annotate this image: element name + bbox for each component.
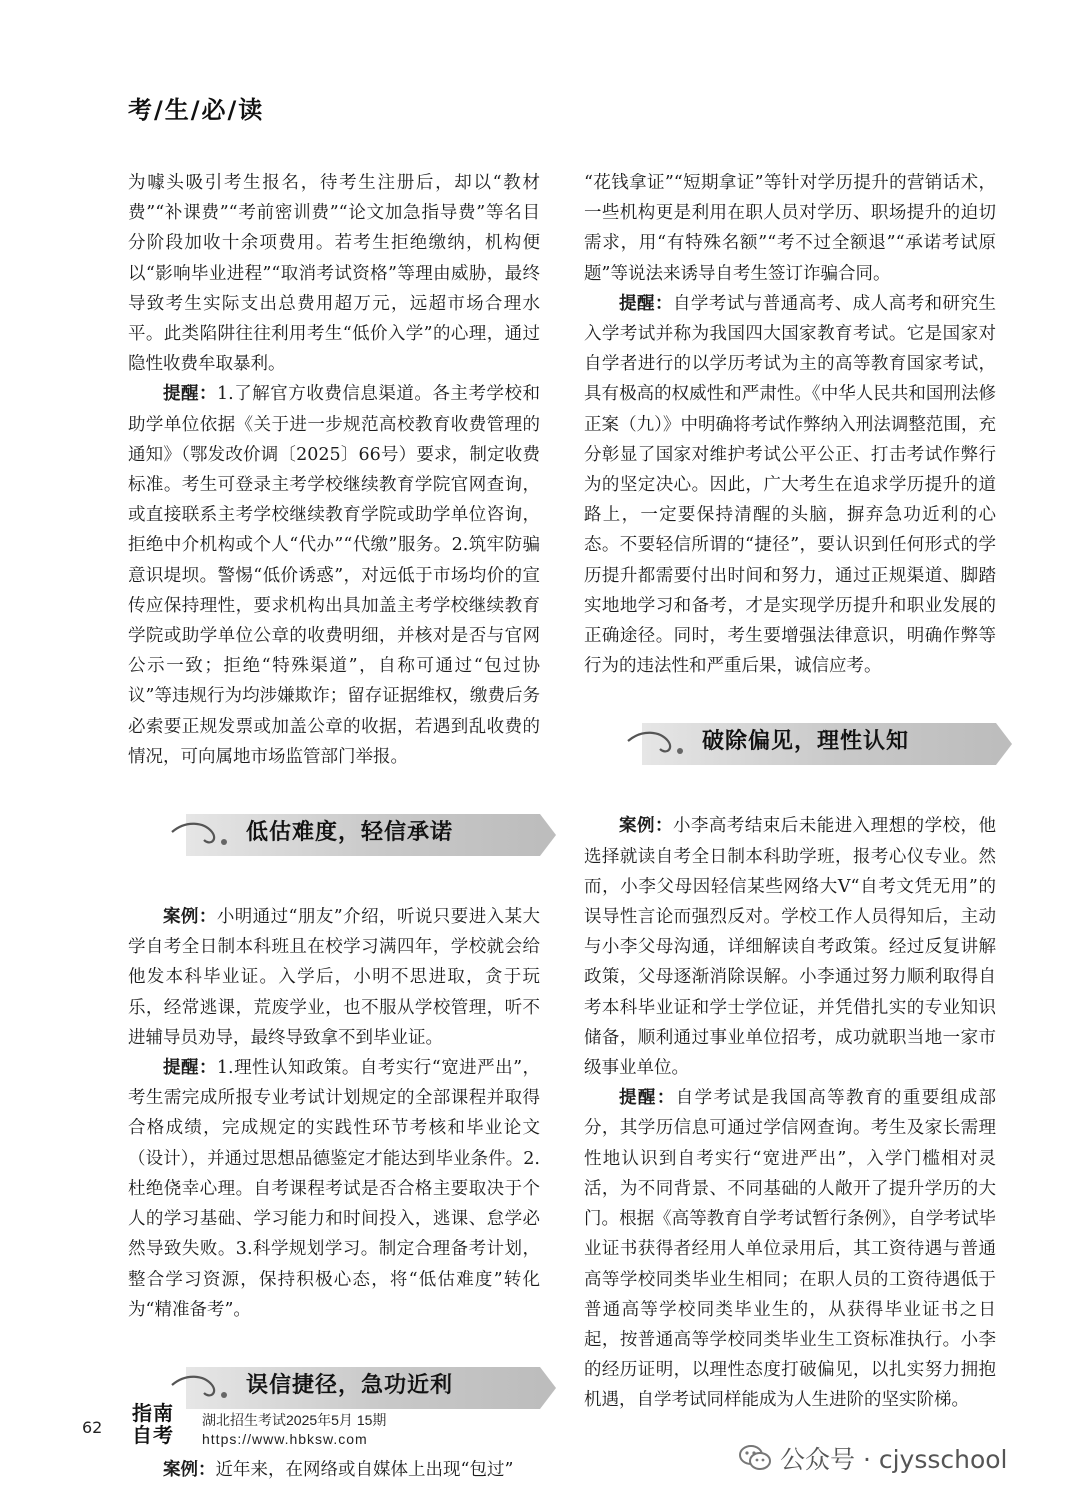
tip-label: 提醒： xyxy=(163,384,218,405)
swirl-icon xyxy=(168,1365,248,1411)
paragraph xyxy=(128,1053,540,1325)
magazine-logo: 指南自考 xyxy=(132,1401,174,1447)
tip-label: 提醒： xyxy=(619,293,673,314)
swirl-icon xyxy=(624,721,704,767)
tip-text: 1.理性认知政策。自考实行“宽进严出”，考生需完成所报专业考试计划规定的全部课程并取得合格成绩，完成规定的实践性环节考核和毕业论文（设计），并通过思想品德鉴定才能达到毕业条件。2.杜绝侥幸心理。自考课程考试是否合格主要取决于个人的学习基础、学习能力和时间投入，逃课、怠学必然导致失败。3.科学规划学习。制定合理备考计划，整合学习资源，保持积极心态，将“低估难度”转化为“精准备考”。 xyxy=(128,1058,541,1320)
tip-text: 自学考试是我国高等教育的重要组成部分，其学历信息可通过学信网查询。考生及家长需理性地认识到自考实行“宽进严出”，入学门槛相对灵活，为不同背景、不同基础的人敞开了提升学历的大门。根据《高等教育自学考试暂行条例》，自学考试毕业证书获得者经用人单位录用后，其工资待遇与普通高等学校同类毕业生相同；在职人员的工资待遇低于普通高等学校同类毕业生的，从获得毕业证书之日起，按普通高等学校同类毕业生工资标准执行。小李的经历证明，以理性态度打破偏见，以扎实努力拥抱机遇，自学考试同样能成为人生进阶的坚实阶梯。 xyxy=(584,1088,997,1411)
section-banner xyxy=(584,723,996,765)
section-banner xyxy=(128,814,540,856)
magazine-url[interactable]: https://www.hbksw.com xyxy=(202,1431,368,1447)
watermark xyxy=(738,1440,1008,1476)
tip-label: 提醒： xyxy=(619,1088,676,1109)
wechat-icon xyxy=(738,1443,772,1473)
paragraph xyxy=(584,1083,996,1415)
case-label: 案例： xyxy=(619,816,673,837)
right-column xyxy=(584,168,996,1416)
tip-label: 提醒： xyxy=(163,1058,217,1079)
left-column xyxy=(128,168,540,1485)
case-label: 案例： xyxy=(163,907,217,928)
paragraph: 为噱头吸引考生报名，待考生注册后，却以“教材费”“补课费”“考前密训费”“论文加急指导费”等名目分阶段加收十余项费用。若考生拒绝缴纳，机构便以“影响毕业进程”“取消考试资格”等理由威胁，最终导致考生实际支出总费用超万元，远超市场合理水平。此类陷阱往往利用考生“低价入学”的心理，通过隐性收费牟取暴利。 xyxy=(128,173,540,375)
banner-title: 低估难度，轻信承诺 xyxy=(246,820,454,846)
watermark-text: 公众号 · cjysschool xyxy=(780,1445,1008,1474)
case-text: 近年来，在网络或自媒体上出现“包过” xyxy=(215,1459,514,1480)
paragraph: “花钱拿证”“短期拿证”等针对学历提升的营销话术，一些机构更是利用在职人员对学历、职场提升的迫切需求，用“有特殊名额”“考不过全额退”“承诺考试原题”等说法来诱导自考生签订诈骗合同。 xyxy=(584,173,996,284)
paragraph xyxy=(128,1455,540,1485)
banner-title: 破除偏见，理性认知 xyxy=(702,729,910,755)
swirl-icon xyxy=(168,812,248,858)
banner-title: 误信捷径，急功近利 xyxy=(246,1372,454,1398)
paragraph xyxy=(584,289,996,682)
paragraph xyxy=(128,379,540,772)
paragraph xyxy=(584,811,996,1083)
case-text: 小明通过“朋友”介绍，听说只要进入某大学自考全日制本科班且在校学习满四年，学校就会给他发本科毕业证。入学后，小明不思进取，贪于玩乐，经常逃课，荒废学业，也不服从学校管理，听不进辅导员劝导，最终导致拿不到毕业证。 xyxy=(128,907,540,1048)
case-text: 小李高考结束后未能进入理想的学校，他选择就读自考全日制本科助学班，报考心仪专业。然而，小李父母因轻信某些网络大V“自考文凭无用”的误导性言论而强烈反对。学校工作人员得知后，主动与小李父母沟通，详细解读自考政策。经过反复讲解政策，父母逐渐消除误解。小李通过努力顺利取得自考本科毕业证和学士学位证，并凭借扎实的专业知识储备，顺利通过事业单位招考，成功就职当地一家市级事业单位。 xyxy=(584,816,997,1079)
page-number: 62 xyxy=(82,1418,103,1437)
tip-text: 自学考试与普通高考、成人高考和研究生入学考试并称为我国四大国家教育考试。它是国家对自学者进行的以学历考试为主的高等教育国家考试，具有极高的权威性和严肃性。《中华人民共和国刑法修正案（九）》中明确将考试作弊纳入刑法调整范围，充分彰显了国家对维护考试公平公正、打击考试作弊行为的坚定决心。因此，广大考生在追求学历提升的道路上，一定要保持清醒的头脑，摒弃急功近利的心态。不要轻信所谓的“捷径”，要认识到任何形式的学历提升都需要付出时间和努力，通过正规渠道、脚踏实地地学习和备考，才是实现学历提升和职业发展的正确途径。同时，考生要增强法律意识，明确作弊等行为的违法性和严重后果，诚信应考。 xyxy=(584,293,997,677)
section-banner xyxy=(128,1367,540,1409)
tip-text: 1.了解官方收费信息渠道。各主考学校和助学单位依据《关于进一步规范高校教育收费管理的通知》（鄂发改价调〔2025〕66号）要求，制定收费标准。考生可登录主考学校继续教育学院官网查询，或直接联系主考学校继续教育学院或助学单位咨询，拒绝中介机构或个人“代办”“代缴”服务。2.筑牢防骗意识堤坝。警惕“低价诱惑”，对远低于市场均价的宣传应保持理性，要求机构出具加盖主考学校继续教育学院或助学单位公章的收费明细，并核对是否与官网公示一致；拒绝“特殊渠道”，自称可通过“包过协议”等违规行为均涉嫌欺诈；留存证据维权，缴费后务必索要正规发票或加盖公章的收据，若遇到乱收费的情况，可向属地市场监管部门举报。 xyxy=(128,384,540,767)
section-title: 考/生/必/读 xyxy=(128,96,265,124)
paragraph xyxy=(128,902,540,1053)
case-label: 案例： xyxy=(163,1459,216,1480)
magazine-issue: 湖北招生考试2025年5月 15期 xyxy=(202,1412,387,1428)
